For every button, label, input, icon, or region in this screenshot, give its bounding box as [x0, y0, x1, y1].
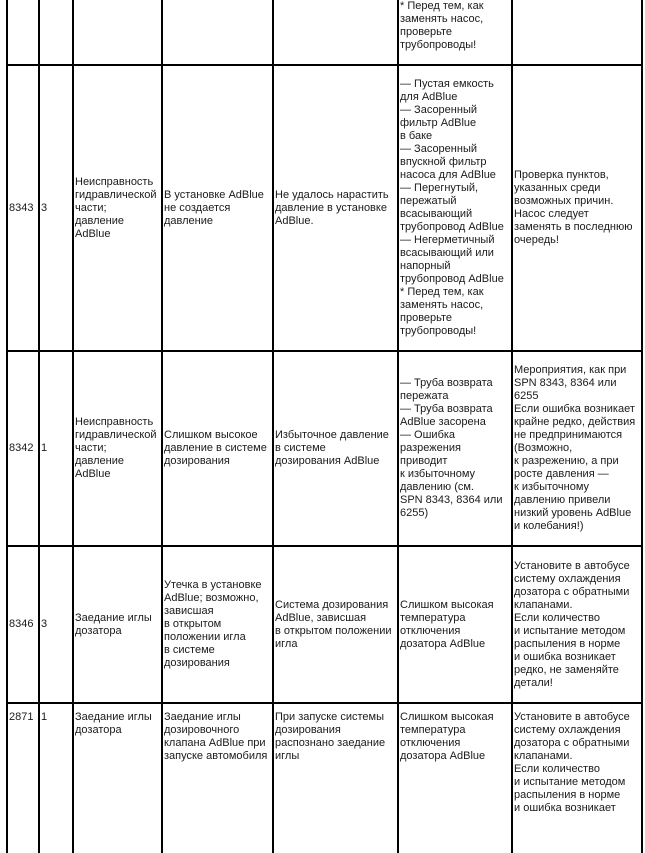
description-cell: Заедание иглы дозировочного клапана AdBlue при запуске автомобиля: [162, 703, 273, 853]
spn-cell: 8346: [7, 546, 39, 703]
component-cell: [73, 0, 162, 65]
component-cell: Неисправность гидравлической части; давление AdBlue: [73, 351, 162, 546]
condition-cell: [273, 0, 398, 65]
table-row: [7, 351, 642, 546]
condition-cell: Избыточное давление в системе дозирования AdBlue: [273, 351, 398, 546]
causes-cell: Слишком высокая температура отключения дозатора AdBlue: [398, 546, 512, 703]
action-cell: Установите в автобусе систему охлаждения дозатора с обратными клапанами. Если количество и испытание методом распыления в норме и ошибка возникает: [512, 703, 642, 853]
table-row: [7, 546, 642, 703]
description-cell: В установке AdBlue не создается давление: [162, 65, 273, 351]
fmi-cell: 1: [39, 703, 73, 853]
action-cell: Установите в автобусе систему охлаждения дозатора с обратными клапанами. Если количество и испытание методом распыления в норме и ошибка возникает редко, не заменяйте детали!: [512, 546, 642, 703]
causes-cell: Слишком высокая температура отключения дозатора AdBlue: [398, 703, 512, 853]
causes-cell: — Труба возврата пережата — Труба возврата AdBlue засорена — Ошибка разрежения приводит к избыточному давлению (см. SPN 8343, 8364 или 6255): [398, 351, 512, 546]
causes-cell: * Перед тем, как заменять насос, проверьте трубопроводы!: [398, 0, 512, 65]
condition-cell: При запуске системы дозирования распознано заедание иглы: [273, 703, 398, 853]
action-cell: Мероприятия, как при SPN 8343, 8364 или 6255 Если ошибка возникает крайне редко, действия не предпринимаются (Возможно, к разрежению, а при росте давления — к избыточному давлению привели низкий уровень AdBlue и колебания!): [512, 351, 642, 546]
fault-code-table-container: [6, 0, 643, 853]
table-row: [7, 703, 642, 853]
action-cell: Проверка пунктов, указанных среди возможных причин. Насос следует заменять в последнюю очередь!: [512, 65, 642, 351]
condition-cell: Система дозирования AdBlue, зависшая в открытом положении игла: [273, 546, 398, 703]
action-cell: [512, 0, 642, 65]
causes-cell: — Пустая емкость для AdBlue — Засоренный фильтр AdBlue в баке — Засоренный впускной фильтр насоса для AdBlue — Перегнутый, пережатый всасывающий трубопровод AdBlue — Негерметичный всасывающий или напорный трубопровод AdBlue * Перед тем, как заменять насос, проверьте трубопроводы!: [398, 65, 512, 351]
component-cell: Заедание иглы дозатора: [73, 703, 162, 853]
spn-cell: 8343: [7, 65, 39, 351]
spn-cell: 8342: [7, 351, 39, 546]
fmi-cell: 1: [39, 351, 73, 546]
fmi-cell: 3: [39, 65, 73, 351]
table-row: [7, 65, 642, 351]
fmi-cell: 3: [39, 546, 73, 703]
condition-cell: Не удалось нарастить давление в установке AdBlue.: [273, 65, 398, 351]
fault-code-table: [6, 0, 643, 853]
table-row: [7, 0, 642, 65]
description-cell: Утечка в установке AdBlue; возможно, зависшая в открытом положении игла в системе дозирования: [162, 546, 273, 703]
description-cell: [162, 0, 273, 65]
spn-cell: [7, 0, 39, 65]
component-cell: Неисправность гидравлической части; давление AdBlue: [73, 65, 162, 351]
description-cell: Слишком высокое давление в системе дозирования: [162, 351, 273, 546]
spn-cell: 2871: [7, 703, 39, 853]
fmi-cell: [39, 0, 73, 65]
component-cell: Заедание иглы дозатора: [73, 546, 162, 703]
